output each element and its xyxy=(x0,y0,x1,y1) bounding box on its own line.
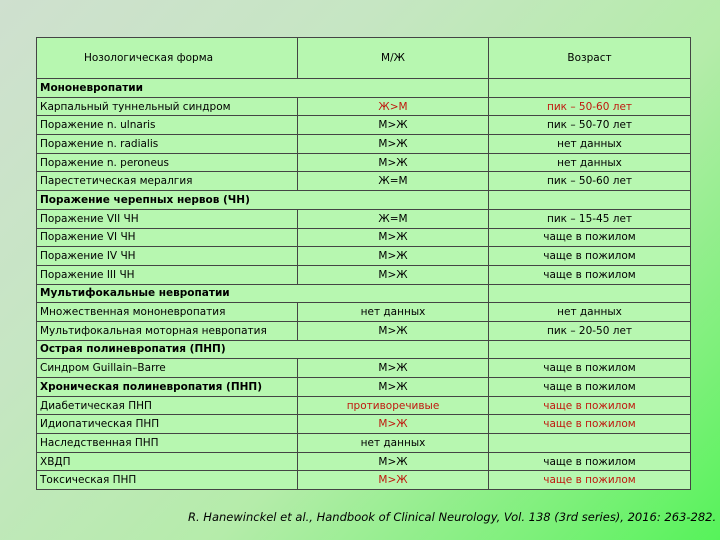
row-age: чаще в пожилом xyxy=(489,359,691,378)
row-age: нет данных xyxy=(489,153,691,172)
row-sex: М>Ж xyxy=(298,116,489,135)
table-row xyxy=(37,116,691,135)
row-sex: Ж>М xyxy=(298,97,489,116)
table-row xyxy=(37,378,691,397)
table-row xyxy=(37,321,691,340)
row-sex: М>Ж xyxy=(298,452,489,471)
table-header-row xyxy=(37,38,691,79)
row-age: чаще в пожилом xyxy=(489,378,691,397)
row-name: Наследственная ПНП xyxy=(37,434,298,453)
row-sex: Ж=М xyxy=(298,172,489,191)
row-sex: М>Ж xyxy=(298,415,489,434)
row-name: Поражение III ЧН xyxy=(37,265,298,284)
row-age xyxy=(489,434,691,453)
row-name: ХВДП xyxy=(37,452,298,471)
table-row xyxy=(37,303,691,322)
section-row xyxy=(37,284,691,303)
row-sex: М>Ж xyxy=(298,321,489,340)
row-sex: М>Ж xyxy=(298,265,489,284)
section-acute: Острая полиневропатия (ПНП) xyxy=(37,340,489,359)
row-name: Синдром Guillain–Barre xyxy=(37,359,298,378)
row-name: Поражение n. peroneus xyxy=(37,153,298,172)
row-name: Парестетическая мералгия xyxy=(37,172,298,191)
row-age: чаще в пожилом xyxy=(489,396,691,415)
table-row xyxy=(37,434,691,453)
table-row xyxy=(37,471,691,490)
row-age: чаще в пожилом xyxy=(489,265,691,284)
row-age: пик – 50-60 лет xyxy=(489,97,691,116)
section-empty-cell xyxy=(489,284,691,303)
section-empty-cell xyxy=(489,191,691,210)
row-sex: М>Ж xyxy=(298,378,489,397)
row-sex: нет данных xyxy=(298,434,489,453)
row-sex: противоречивые xyxy=(298,396,489,415)
section-empty-cell xyxy=(489,79,691,98)
header-sex: М/Ж xyxy=(298,38,489,79)
table-row xyxy=(37,247,691,266)
table-row xyxy=(37,359,691,378)
row-name: Мультифокальная моторная невропатия xyxy=(37,321,298,340)
row-age: пик – 20-50 лет xyxy=(489,321,691,340)
row-name: Поражение VII ЧН xyxy=(37,209,298,228)
row-sex: М>Ж xyxy=(298,153,489,172)
table-row xyxy=(37,396,691,415)
row-age: чаще в пожилом xyxy=(489,471,691,490)
epidemiology-table xyxy=(36,37,691,490)
header-form: Нозологическая форма xyxy=(37,38,298,79)
section-row xyxy=(37,191,691,210)
table-row xyxy=(37,172,691,191)
section-cranial: Поражение черепных нервов (ЧН) xyxy=(37,191,489,210)
row-sex: М>Ж xyxy=(298,135,489,154)
table-row xyxy=(37,265,691,284)
row-age: нет данных xyxy=(489,303,691,322)
table-row xyxy=(37,228,691,247)
row-sex: М>Ж xyxy=(298,228,489,247)
citation: R. Hanewinckel et al., Handbook of Clinical Neurology, Vol. 138 (3rd series), 2016: 263-282. xyxy=(188,510,717,524)
row-age: чаще в пожилом xyxy=(489,415,691,434)
row-age: пик – 50-60 лет xyxy=(489,172,691,191)
row-sex: М>Ж xyxy=(298,247,489,266)
row-age: чаще в пожилом xyxy=(489,228,691,247)
row-age: пик – 15-45 лет xyxy=(489,209,691,228)
table-row xyxy=(37,135,691,154)
row-age: чаще в пожилом xyxy=(489,452,691,471)
row-name: Идиопатическая ПНП xyxy=(37,415,298,434)
section-empty-cell xyxy=(489,340,691,359)
table-row xyxy=(37,452,691,471)
section-row xyxy=(37,79,691,98)
row-name: Диабетическая ПНП xyxy=(37,396,298,415)
section-row xyxy=(37,340,691,359)
row-age: чаще в пожилом xyxy=(489,247,691,266)
row-sex: М>Ж xyxy=(298,359,489,378)
table-row xyxy=(37,153,691,172)
row-name: Токсическая ПНП xyxy=(37,471,298,490)
row-sex: М>Ж xyxy=(298,471,489,490)
row-name: Поражение n. radialis xyxy=(37,135,298,154)
table-row xyxy=(37,415,691,434)
table-row xyxy=(37,209,691,228)
row-name: Поражение n. ulnaris xyxy=(37,116,298,135)
row-name: Хроническая полиневропатия (ПНП) xyxy=(37,378,298,397)
table-row xyxy=(37,97,691,116)
row-sex: Ж=М xyxy=(298,209,489,228)
section-multifocal: Мультифокальные невропатии xyxy=(37,284,489,303)
row-name: Поражение IV ЧН xyxy=(37,247,298,266)
row-name: Поражение VI ЧН xyxy=(37,228,298,247)
row-age: пик – 50-70 лет xyxy=(489,116,691,135)
row-name: Множественная мононевропатия xyxy=(37,303,298,322)
header-age: Возраст xyxy=(489,38,691,79)
section-mono: Мононевропатии xyxy=(37,79,489,98)
row-sex: нет данных xyxy=(298,303,489,322)
row-name: Карпальный туннельный синдром xyxy=(37,97,298,116)
row-age: нет данных xyxy=(489,135,691,154)
